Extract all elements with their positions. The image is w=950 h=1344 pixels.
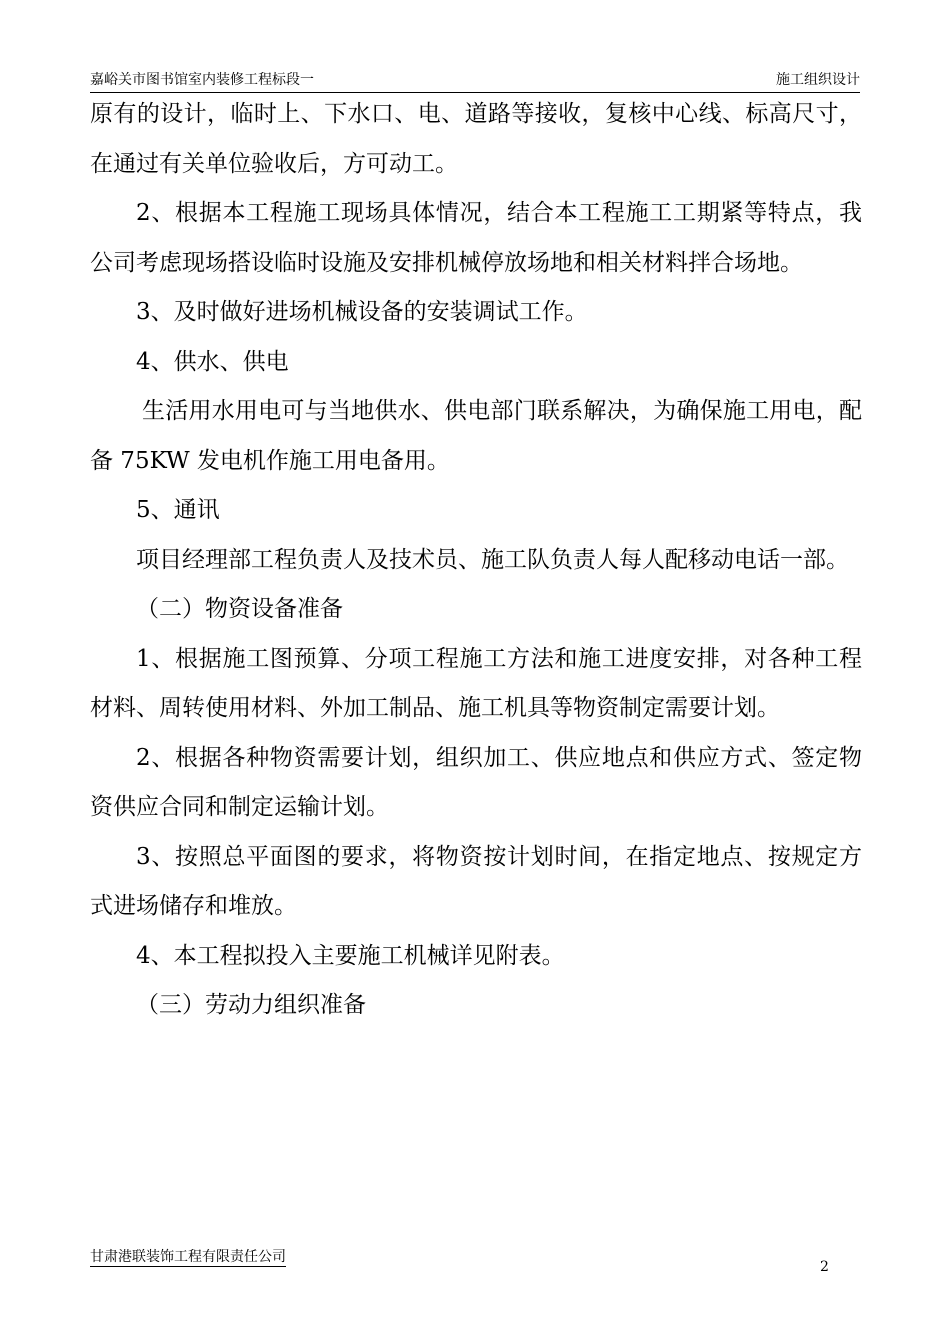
paragraph-materials-4: 4、本工程拟投入主要施工机械详见附表。 bbox=[136, 942, 565, 969]
paragraph-continuation: 原有的设计，临时上、下水口、电、道路等接收，复核中心线、标高尺寸，在通过有关单位验收后，方可动工。 bbox=[90, 101, 862, 177]
paragraph-item-3: 3、及时做好进场机械设备的安装调试工作。 bbox=[136, 299, 588, 325]
paragraph-item-5-heading: 5、通讯 bbox=[136, 497, 220, 523]
page-number: 2 bbox=[820, 1259, 829, 1275]
header-project-title: 嘉峪关市图书馆室内装修工程标段一 bbox=[90, 72, 314, 88]
document-body bbox=[90, 90, 862, 1031]
paragraph-materials-2: 2、根据各种物资需要计划，组织加工、供应地点和供应方式、签定物资供应合同和制定运输计划。 bbox=[90, 744, 862, 820]
section-heading-labor: （三）劳动力组织准备 bbox=[136, 992, 366, 1018]
paragraph-materials-3: 3、按照总平面图的要求，将物资按计划时间，在指定地点、按规定方式进场储存和堆放。 bbox=[90, 843, 862, 919]
paragraph-materials-1: 1、根据施工图预算、分项工程施工方法和施工进度安排，对各种工程材料、周转使用材料、外加工制品、施工机具等物资制定需要计划。 bbox=[90, 645, 862, 721]
header-document-type: 施工组织设计 bbox=[776, 72, 860, 88]
paragraph-communication: 项目经理部工程负责人及技术员、施工队负责人每人配移动电话一部。 bbox=[136, 546, 849, 573]
footer-company-name: 甘肃港联装饰工程有限责任公司 bbox=[90, 1249, 286, 1265]
paragraph-item-4-heading: 4、供水、供电 bbox=[136, 348, 289, 375]
paragraph-water-power: 生活用水用电可与当地供水、供电部门联系解决，为确保施工用电，配备 75KW 发电机作施工用电备用。 bbox=[90, 398, 862, 474]
paragraph-item-2: 2、根据本工程施工现场具体情况，结合本工程施工工期紧等特点，我公司考虑现场搭设临时设施及安排机械停放场地和相关材料拌合场地。 bbox=[90, 200, 862, 276]
section-heading-materials: （二）物资设备准备 bbox=[136, 596, 343, 622]
